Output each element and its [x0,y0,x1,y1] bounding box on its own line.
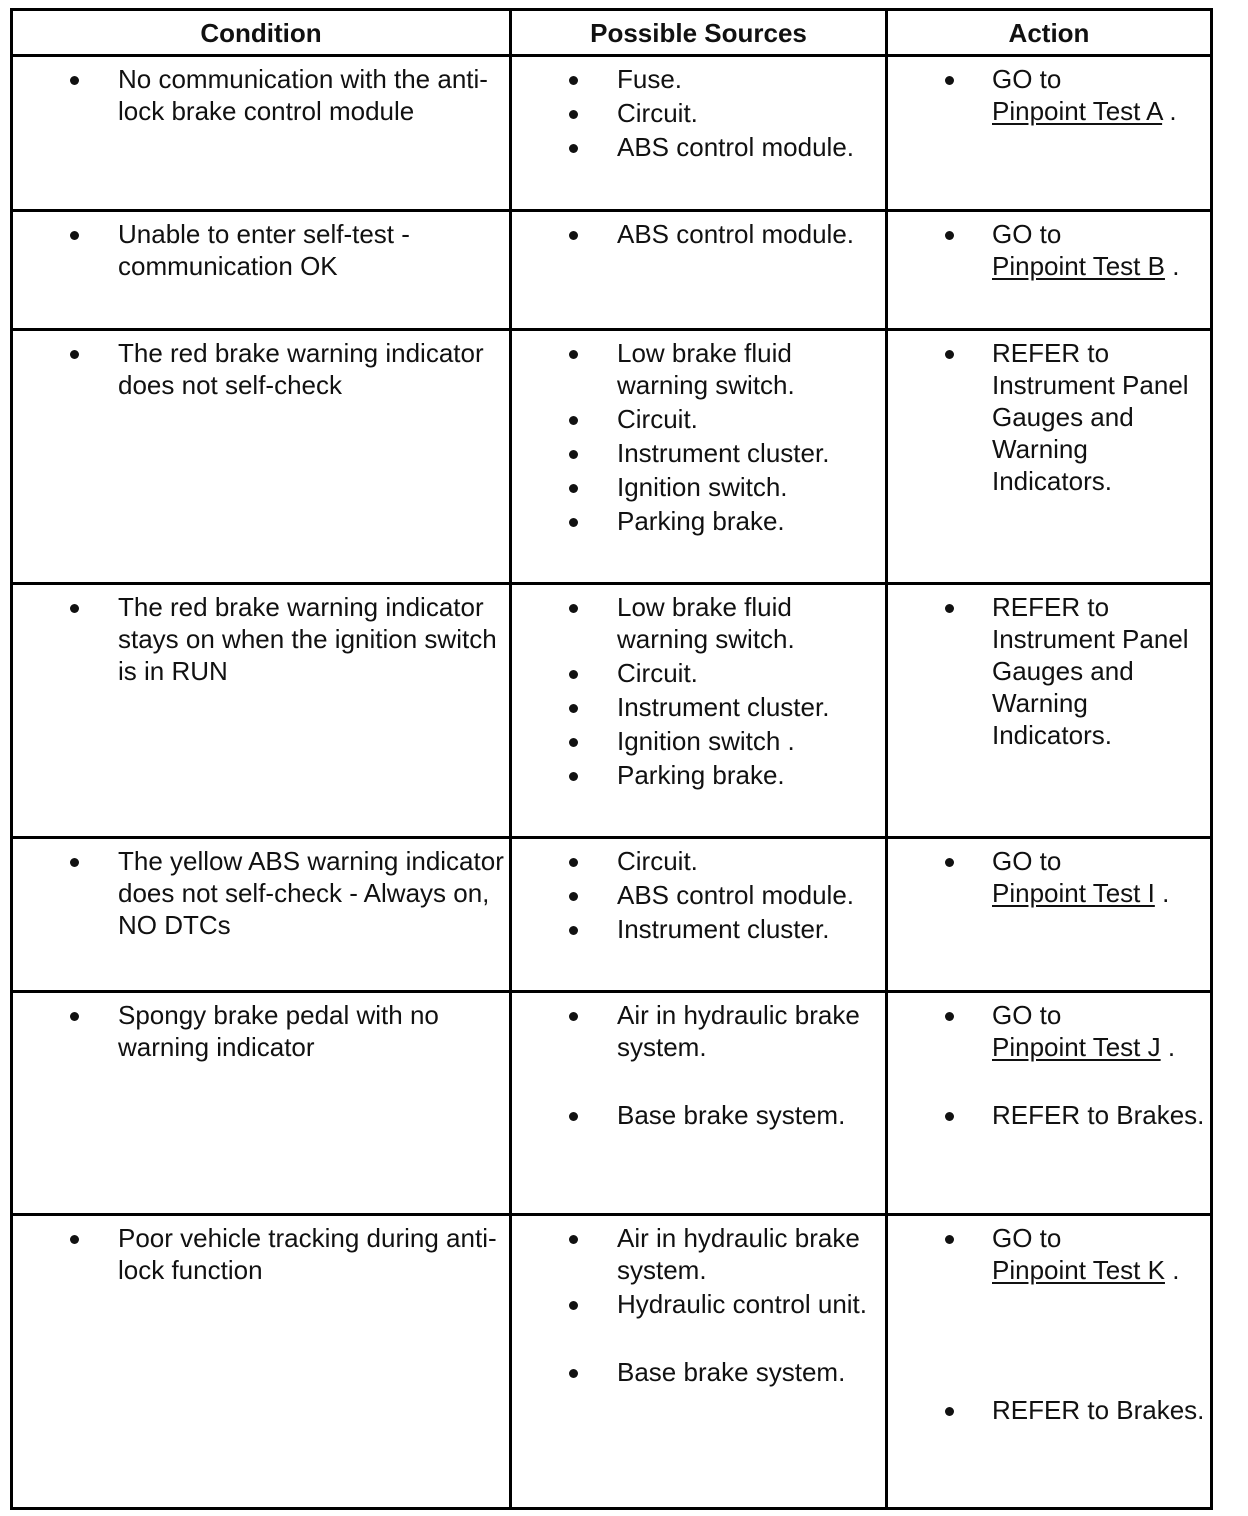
header-action: Action [887,10,1212,56]
action-cell [887,330,1212,584]
sources-cell [511,330,887,584]
source-item: ABS control module. [512,131,885,163]
condition-cell [12,330,511,584]
sources-cell [511,211,887,330]
source-item: Circuit. [512,97,885,129]
header-possible-sources: Possible Sources [511,10,887,56]
action-item [888,63,1210,127]
condition-cell [12,992,511,1215]
source-item: Base brake system. [512,1099,885,1131]
action-item [888,999,1210,1063]
table-row [12,56,1212,211]
sources-cell [511,992,887,1215]
action-item [888,845,1210,909]
source-item: Circuit. [512,403,885,435]
condition-text: The red brake warning indicator does not self-check [13,337,509,401]
condition-text: No communication with the anti-lock brake control module [13,63,509,127]
condition-text: The red brake warning indicator stays on when the ignition switch is in RUN [13,591,509,687]
condition-text: Unable to enter self-test - communication OK [13,218,509,282]
table-row [12,1215,1212,1509]
source-item: ABS control module. [512,218,885,250]
pinpoint-test-b-link[interactable]: Pinpoint Test B [992,251,1165,281]
condition-cell [12,838,511,992]
source-item: Circuit. [512,657,885,689]
action-suffix: . [1154,878,1170,908]
action-suffix: . [1164,1255,1180,1285]
action-cell [887,584,1212,838]
sources-cell [511,1215,887,1509]
source-item: Low brake fluid warning switch. [512,591,885,655]
header-row [12,10,1212,56]
pinpoint-test-k-link[interactable]: Pinpoint Test K [992,1255,1165,1285]
pinpoint-test-i-link[interactable]: Pinpoint Test I [992,878,1155,908]
action-cell [887,992,1212,1215]
source-item: Parking brake. [512,759,885,791]
action-item: REFER to Brakes. [888,1394,1210,1426]
action-prefix: GO to [992,1000,1062,1030]
source-item: Instrument cluster. [512,437,885,469]
action-item [888,218,1210,282]
source-item: ABS control module. [512,879,885,911]
source-item: Circuit. [512,845,885,877]
action-suffix: . [1160,1032,1176,1062]
condition-cell [12,584,511,838]
action-item [888,1222,1210,1286]
action-item: REFER to Brakes. [888,1099,1210,1131]
action-suffix: . [1162,96,1177,126]
diagnosis-table [10,8,1213,1510]
action-prefix: GO to [992,1223,1062,1253]
source-item: Hydraulic control unit. [512,1288,885,1320]
action-prefix: GO to [992,64,1062,94]
condition-text: Poor vehicle tracking during anti-lock function [13,1222,509,1286]
source-item: Instrument cluster. [512,691,885,723]
action-prefix: GO to [992,846,1062,876]
table-row [12,838,1212,992]
source-item: Base brake system. [512,1356,885,1388]
action-cell [887,56,1212,211]
pinpoint-test-j-link[interactable]: Pinpoint Test J [992,1032,1161,1062]
source-item: Air in hydraulic brake system. [512,999,885,1063]
source-item: Instrument cluster. [512,913,885,945]
source-item: Fuse. [512,63,885,95]
condition-cell [12,56,511,211]
condition-cell [12,1215,511,1509]
condition-cell [12,211,511,330]
table-row [12,992,1212,1215]
condition-text: The yellow ABS warning indicator does not self-check - Always on, NO DTCs [13,845,509,941]
action-cell [887,838,1212,992]
action-suffix: . [1164,251,1180,281]
action-cell [887,211,1212,330]
action-prefix: GO to [992,219,1062,249]
source-item: Ignition switch . [512,725,885,757]
header-condition: Condition [12,10,511,56]
action-item: REFER to Instrument Panel Gauges and Warning Indicators. [888,591,1210,751]
sources-cell [511,838,887,992]
source-item: Ignition switch. [512,471,885,503]
condition-text: Spongy brake pedal with no warning indicator [13,999,509,1063]
action-cell [887,1215,1212,1509]
source-item: Low brake fluid warning switch. [512,337,885,401]
source-item: Air in hydraulic brake system. [512,1222,885,1286]
table-row [12,211,1212,330]
action-item: REFER to Instrument Panel Gauges and Warning Indicators. [888,337,1210,497]
source-item: Parking brake. [512,505,885,537]
pinpoint-test-a-link[interactable]: Pinpoint Test A [992,96,1163,126]
table-row [12,584,1212,838]
sources-cell [511,584,887,838]
table-row [12,330,1212,584]
sources-cell [511,56,887,211]
